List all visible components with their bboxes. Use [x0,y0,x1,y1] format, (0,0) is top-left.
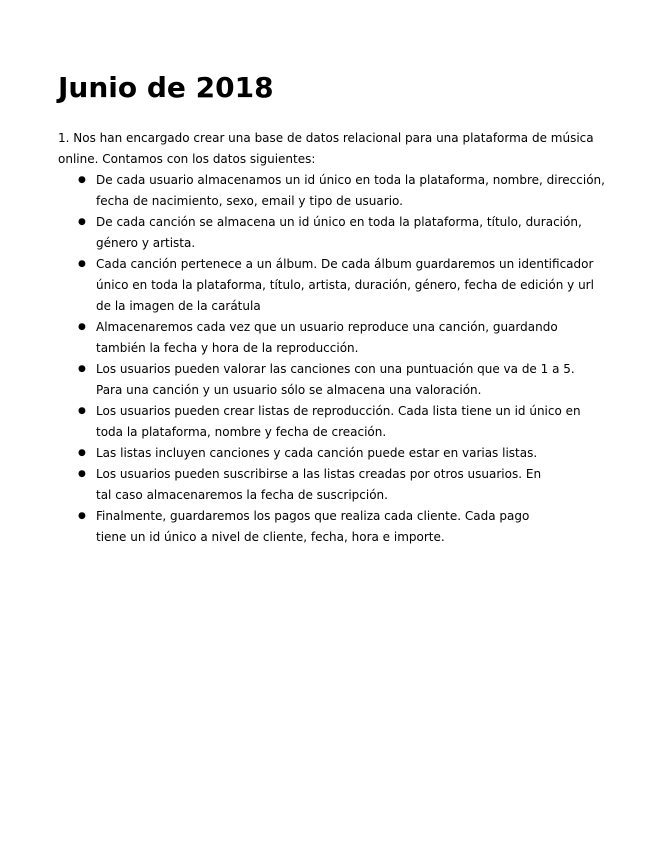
list-item [78,401,618,443]
list-item-line: toda la plataforma, nombre y fecha de creación. [96,425,387,439]
bullet-icon: ● [78,175,86,185]
intro-line: 1. Nos han encargado crear una base de datos relacional para una plataforma de música [58,131,594,145]
bullet-icon: ● [78,322,86,332]
list-item-line: fecha de nacimiento, sexo, email y tipo de usuario. [96,194,403,208]
list-item-line: Cada canción pertenece a un álbum. De cada álbum guardaremos un identificador [96,257,594,271]
bullet-icon: ● [78,406,86,416]
list-item [78,506,618,548]
list-item-line: Almacenaremos cada vez que un usuario reproduce una canción, guardando [96,320,558,334]
bullet-icon: ● [78,469,86,479]
list-item-line: Los usuarios pueden crear listas de reproducción. Cada lista tiene un id único en [96,404,581,418]
list-item-line: único en toda la plataforma, título, artista, duración, género, fecha de edición y url [96,278,594,292]
bullet-icon: ● [78,217,86,227]
intro-paragraph [58,128,618,170]
intro-line: online. Contamos con los datos siguientes: [58,152,316,166]
list-item-line: Los usuarios pueden suscribirse a las listas creadas por otros usuarios. En [96,467,542,481]
bullet-icon: ● [78,511,86,521]
list-item [78,317,618,359]
list-item [78,254,618,317]
list-item-line: De cada usuario almacenamos un id único en toda la plataforma, nombre, dirección, [96,173,605,187]
list-item [78,359,618,401]
list-item [78,443,618,464]
list-item-line: Los usuarios pueden valorar las canciones con una puntuación que va de 1 a 5. [96,362,575,376]
page-title: Junio de 2018 [58,71,274,104]
list-item-line: tal caso almacenaremos la fecha de suscripción. [96,488,388,502]
bullet-icon: ● [78,448,86,458]
bullet-icon: ● [78,259,86,269]
list-item [78,212,618,254]
list-item-line: de la imagen de la carátula [96,299,261,313]
document-page [58,68,618,548]
list-item-line: también la fecha y hora de la reproducción. [96,341,359,355]
list-item-line: Las listas incluyen canciones y cada canción puede estar en varias listas. [96,446,538,460]
list-item-line: Finalmente, guardaremos los pagos que realiza cada cliente. Cada pago [96,509,530,523]
list-item-line: tiene un id único a nivel de cliente, fecha, hora e importe. [96,530,445,544]
list-item [78,464,618,506]
list-item-line: género y artista. [96,236,196,250]
requirements-list [58,170,618,548]
list-item [78,170,618,212]
list-item-line: De cada canción se almacena un id único en toda la plataforma, título, duración, [96,215,582,229]
list-item-line: Para una canción y un usuario sólo se almacena una valoración. [96,383,482,397]
bullet-icon: ● [78,364,86,374]
